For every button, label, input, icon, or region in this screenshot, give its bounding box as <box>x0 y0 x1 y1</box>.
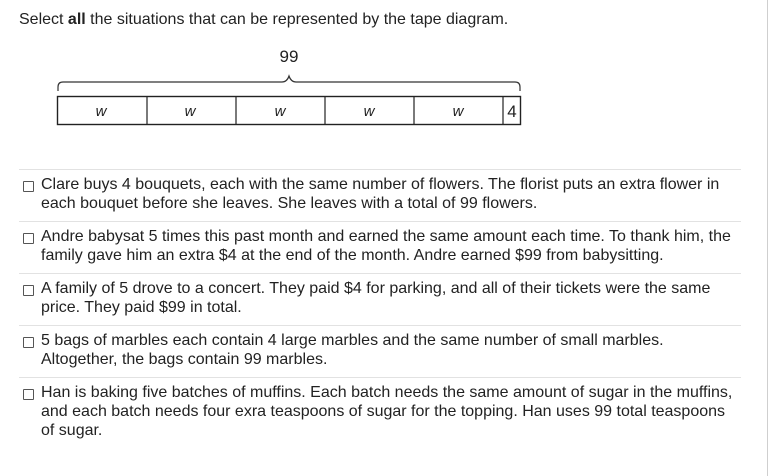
diagram-tape-outline <box>58 97 521 125</box>
option-checkbox[interactable] <box>23 233 34 244</box>
tape-segment-w: w <box>363 103 375 120</box>
diagram-total-brace <box>58 76 520 91</box>
answer-option[interactable] <box>19 273 741 325</box>
tape-segment-w: w <box>452 103 464 120</box>
tape-diagram <box>0 0 776 140</box>
prompt-emphasis: all <box>67 11 86 28</box>
prompt-text-start: Select <box>19 11 68 28</box>
tape-segment-extra: 4 <box>507 102 517 121</box>
option-checkbox[interactable] <box>23 285 34 296</box>
diagram-total-label: 99 <box>279 47 299 66</box>
option-checkbox[interactable] <box>23 337 34 348</box>
option-checkbox[interactable] <box>23 389 34 400</box>
answer-options <box>19 169 741 448</box>
tape-segment-w: w <box>184 103 196 120</box>
answer-option[interactable] <box>19 169 741 221</box>
tape-segment-w: w <box>274 103 286 120</box>
answer-option[interactable] <box>19 325 741 377</box>
option-text: Andre babysat 5 times this past month and earned the same amount each time. To thank him, the family gave him an extra $4 at the end of the month. Andre earned $99 from babysitting. <box>41 228 731 264</box>
option-text: A family of 5 drove to a concert. They paid $4 for parking, and all of their tickets were the same price. They paid $99 in total. <box>41 280 711 316</box>
option-text: 5 bags of marbles each contain 4 large marbles and the same number of small marbles. Altogether, the bags contain 99 marbles. <box>41 332 664 368</box>
tape-segment-w: w <box>95 103 107 120</box>
option-text: Clare buys 4 bouquets, each with the same number of flowers. The florist puts an extra flower in each bouquet before she leaves. She leaves with a total of 99 flowers. <box>41 176 720 212</box>
option-checkbox[interactable] <box>23 181 34 192</box>
answer-option[interactable] <box>19 221 741 273</box>
prompt-text-end: the situations that can be represented by the tape diagram. <box>85 11 509 28</box>
option-text: Han is baking five batches of muffins. Each batch needs the same amount of sugar in the muffins, and each batch needs four exra teaspoons of sugar for the topping. Han uses 99 total teaspoons of sugar. <box>41 384 733 439</box>
answer-option[interactable] <box>19 377 741 448</box>
